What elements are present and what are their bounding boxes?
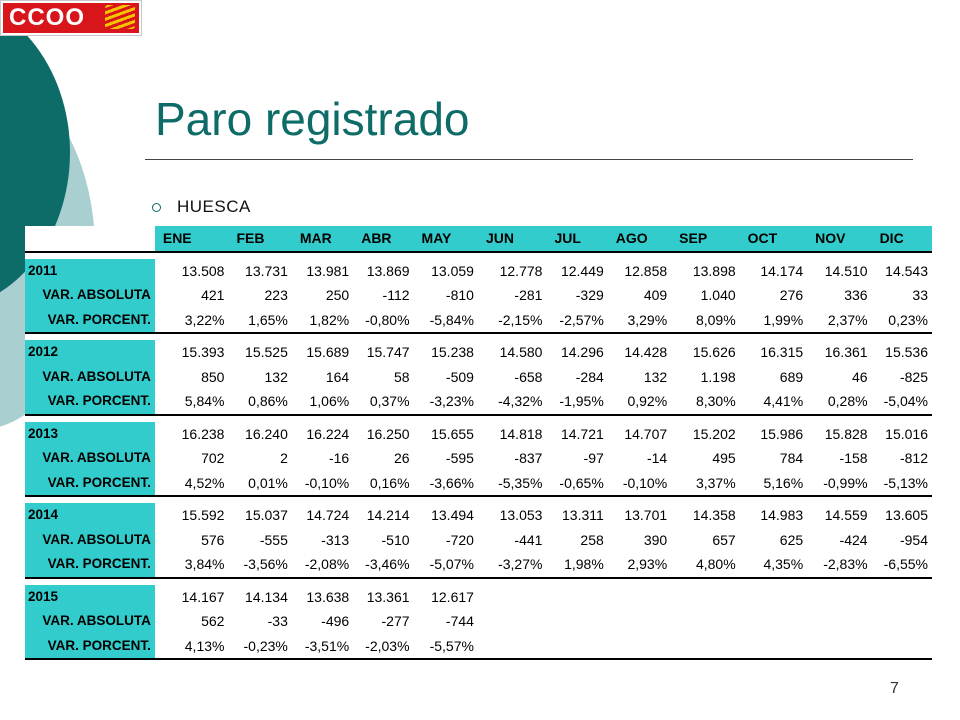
- table-cell: 13.059: [431, 262, 474, 279]
- table-cell: 33: [912, 287, 928, 304]
- row-label: VAR. ABSOLUTA: [25, 283, 155, 308]
- table-cell: -1,95%: [559, 393, 604, 410]
- table-cell: 13.605: [885, 507, 928, 524]
- table-cell: -2,03%: [365, 637, 410, 654]
- table-cell: 14.134: [245, 588, 288, 605]
- table-cell: 12.449: [560, 262, 604, 279]
- table-cell: 15.202: [692, 425, 736, 442]
- table-cell: 12.617: [431, 588, 474, 605]
- absolute-variation-row: [25, 609, 932, 634]
- table-cell: 4,80%: [695, 556, 736, 573]
- table-cell: 1,82%: [309, 311, 350, 328]
- table-cell: -5,35%: [498, 474, 543, 491]
- table-cell: 1,06%: [309, 393, 350, 410]
- table-cell: 5,84%: [184, 393, 225, 410]
- table-cell: -3,56%: [243, 556, 288, 573]
- table-cell: 15.689: [306, 344, 350, 361]
- table-cell: [608, 609, 671, 634]
- group-spacer-cell: [25, 333, 932, 340]
- table-cell: 14.296: [560, 344, 604, 361]
- year-label: 2012: [25, 340, 155, 365]
- table-cell: -424: [839, 531, 868, 548]
- table-cell: 1,99%: [763, 311, 804, 328]
- column-header-sep: SEP: [671, 226, 740, 252]
- table-cell: 15.592: [181, 507, 225, 524]
- bullet-item: [152, 197, 251, 217]
- table-cell: 16.250: [366, 425, 410, 442]
- table-cell: -5,04%: [883, 393, 928, 410]
- table-cell: [807, 634, 871, 660]
- table-cell: [546, 609, 607, 634]
- table-cell: 1,98%: [564, 556, 604, 573]
- group-spacer: [25, 252, 932, 259]
- group-spacer: [25, 578, 932, 585]
- absolute-variation-row: [25, 528, 932, 553]
- table-cell: [807, 585, 871, 610]
- table-cell: -3,27%: [498, 556, 543, 573]
- table-cell: -2,08%: [304, 556, 350, 573]
- year-row: [25, 585, 932, 610]
- table-cell: 689: [779, 368, 804, 385]
- table-cell: 13.981: [306, 262, 350, 279]
- table-cell: 657: [712, 531, 736, 548]
- table-cell: 14.174: [760, 262, 804, 279]
- group-spacer-cell: [25, 496, 932, 503]
- table-cell: -5,07%: [429, 556, 474, 573]
- table-cell: 3,22%: [184, 311, 225, 328]
- table-cell: -281: [514, 287, 543, 304]
- table-cell: -3,51%: [304, 637, 350, 654]
- percent-variation-row: [25, 389, 932, 415]
- percent-variation-row: [25, 634, 932, 660]
- table-cell: 258: [580, 531, 604, 548]
- table-cell: 4,35%: [763, 556, 804, 573]
- year-group-2014: [25, 496, 932, 578]
- table-cell: 276: [779, 287, 804, 304]
- year-group-2013: [25, 415, 932, 497]
- table-cell: 15.393: [181, 344, 225, 361]
- table-cell: -441: [514, 531, 543, 548]
- table-cell: 15.525: [245, 344, 288, 361]
- table-cell: 223: [264, 287, 288, 304]
- title-divider: [145, 159, 913, 160]
- table-cell: 13.869: [366, 262, 410, 279]
- table-cell: 13.311: [562, 507, 604, 524]
- table-cell: 4,41%: [763, 393, 804, 410]
- table-cell: -16: [328, 450, 350, 467]
- absolute-variation-row: [25, 446, 932, 471]
- percent-variation-row: [25, 471, 932, 497]
- table-cell: 12.778: [499, 262, 543, 279]
- table-cell: 4,13%: [184, 637, 225, 654]
- table-cell: [872, 609, 932, 634]
- table-cell: -0,10%: [622, 474, 668, 491]
- table-cell: -284: [575, 368, 604, 385]
- table-cell: [546, 634, 607, 660]
- table-cell: 13.898: [692, 262, 736, 279]
- table-cell: 14.983: [760, 507, 804, 524]
- table-cell: 784: [779, 450, 804, 467]
- table-cell: 16.315: [760, 344, 804, 361]
- table-cell: 2: [280, 450, 288, 467]
- table-cell: -5,57%: [429, 637, 474, 654]
- table-cell: 850: [201, 368, 225, 385]
- table-cell: 14.818: [499, 425, 543, 442]
- table-cell: 576: [201, 531, 225, 548]
- table-cell: -0,80%: [365, 311, 410, 328]
- table-cell: 13.494: [431, 507, 474, 524]
- table-cell: 58: [393, 368, 410, 385]
- table-cell: -0,23%: [243, 637, 288, 654]
- table-cell: -14: [646, 450, 668, 467]
- group-spacer: [25, 415, 932, 422]
- table-cell: 15.986: [760, 425, 804, 442]
- table-cell: 15.747: [366, 344, 410, 361]
- year-group-2015: [25, 578, 932, 660]
- table-cell: 0,37%: [369, 393, 410, 410]
- table-cell: [608, 585, 671, 610]
- table-cell: 702: [201, 450, 225, 467]
- table-cell: 12.858: [624, 262, 668, 279]
- absolute-variation-row: [25, 365, 932, 390]
- year-row: [25, 340, 932, 365]
- table-cell: [671, 609, 740, 634]
- year-label: 2014: [25, 503, 155, 528]
- table-cell: -6,55%: [883, 556, 928, 573]
- table-cell: 14.167: [181, 588, 225, 605]
- row-label: VAR. PORCENT.: [25, 308, 155, 334]
- table-cell: -277: [381, 613, 410, 630]
- table-cell: 8,30%: [695, 393, 736, 410]
- percent-variation-row: [25, 552, 932, 578]
- table-cell: 13.053: [499, 507, 543, 524]
- table-cell: 14.724: [306, 507, 350, 524]
- table-cell: -313: [321, 531, 350, 548]
- table-cell: 132: [643, 368, 668, 385]
- table-cell: [740, 609, 807, 634]
- table-cell: 13.361: [366, 588, 410, 605]
- year-label: 2013: [25, 422, 155, 447]
- column-header-dic: DIC: [872, 226, 932, 252]
- table-cell: 46: [851, 368, 868, 385]
- table-cell: -158: [839, 450, 868, 467]
- table-cell: 164: [325, 368, 350, 385]
- table-cell: -33: [267, 613, 288, 630]
- table-cell: -812: [899, 450, 928, 467]
- table-cell: -658: [514, 368, 543, 385]
- table-cell: 14.358: [692, 507, 736, 524]
- table-cell: 2,37%: [827, 311, 868, 328]
- column-header-abr: ABR: [353, 226, 413, 252]
- table-cell: 14.580: [499, 344, 543, 361]
- table-cell: -2,57%: [559, 311, 604, 328]
- table-cell: 14.707: [624, 425, 668, 442]
- table-cell: 14.510: [824, 262, 868, 279]
- percent-variation-row: [25, 308, 932, 334]
- table-cell: 409: [643, 287, 668, 304]
- table-cell: [740, 585, 807, 610]
- year-row: [25, 503, 932, 528]
- table-cell: 15.238: [431, 344, 474, 361]
- row-label: VAR. PORCENT.: [25, 552, 155, 578]
- table-cell: 4,52%: [184, 474, 225, 491]
- table-cell: -744: [445, 613, 474, 630]
- aragon-flag-icon: [105, 5, 135, 29]
- table-cell: -3,46%: [365, 556, 410, 573]
- year-label: 2015: [25, 585, 155, 610]
- table-cell: 1.198: [700, 368, 736, 385]
- table-cell: -329: [575, 287, 604, 304]
- row-label: VAR. PORCENT.: [25, 634, 155, 660]
- group-spacer-cell: [25, 415, 932, 422]
- year-row: [25, 422, 932, 447]
- table-cell: 421: [201, 287, 225, 304]
- table-cell: -0,10%: [304, 474, 350, 491]
- table-cell: [478, 585, 547, 610]
- table-cell: 13.638: [306, 588, 350, 605]
- table-cell: -3,23%: [429, 393, 474, 410]
- row-label: VAR. ABSOLUTA: [25, 609, 155, 634]
- table-cell: [608, 634, 671, 660]
- row-label: VAR. ABSOLUTA: [25, 365, 155, 390]
- column-header-nov: NOV: [807, 226, 871, 252]
- table-cell: 5,16%: [763, 474, 804, 491]
- group-spacer: [25, 496, 932, 503]
- header-row: [25, 226, 932, 252]
- table-cell: -97: [583, 450, 604, 467]
- table-cell: 14.721: [560, 425, 604, 442]
- year-label: 2011: [25, 259, 155, 284]
- group-spacer-cell: [25, 578, 932, 585]
- table-cell: [671, 634, 740, 660]
- year-group-2011: [25, 252, 932, 334]
- table-cell: [807, 609, 871, 634]
- table-cell: [478, 609, 547, 634]
- table-cell: 16.240: [245, 425, 288, 442]
- table-cell: 390: [643, 531, 668, 548]
- table-cell: -555: [259, 531, 288, 548]
- column-header-jul: JUL: [546, 226, 607, 252]
- table-cell: 13.508: [181, 262, 225, 279]
- table-cell: 14.559: [824, 507, 868, 524]
- table-cell: -496: [321, 613, 350, 630]
- column-header-jun: JUN: [478, 226, 547, 252]
- table-cell: 336: [844, 287, 868, 304]
- table-cell: 15.037: [245, 507, 288, 524]
- table-cell: 15.016: [885, 425, 928, 442]
- table-cell: 14.543: [885, 262, 928, 279]
- table-cell: 625: [779, 531, 804, 548]
- column-header-may: MAY: [414, 226, 478, 252]
- table-cell: 0,28%: [827, 393, 868, 410]
- table-cell: 0,86%: [248, 393, 288, 410]
- unemployment-table: [25, 226, 932, 660]
- column-header-ago: AGO: [608, 226, 671, 252]
- table-cell: 250: [325, 287, 350, 304]
- table-cell: 562: [201, 613, 225, 630]
- group-spacer: [25, 333, 932, 340]
- ccoo-logo: [0, 0, 142, 36]
- table-cell: 15.828: [824, 425, 868, 442]
- column-header-mar: MAR: [292, 226, 353, 252]
- table-cell: 15.655: [431, 425, 474, 442]
- table-cell: -3,66%: [429, 474, 474, 491]
- hollow-circle-bullet-icon: [152, 203, 161, 212]
- table-cell: 132: [264, 368, 288, 385]
- column-header-oct: OCT: [740, 226, 807, 252]
- year-group-2012: [25, 333, 932, 415]
- column-header-feb: FEB: [228, 226, 291, 252]
- table-cell: 26: [393, 450, 410, 467]
- table-cell: -2,83%: [823, 556, 868, 573]
- table-cell: -112: [382, 287, 410, 304]
- table-cell: 13.701: [624, 507, 668, 524]
- table-cell: 8,09%: [695, 311, 736, 328]
- table-cell: -595: [445, 450, 474, 467]
- row-label: VAR. PORCENT.: [25, 389, 155, 415]
- table-cell: 16.361: [824, 344, 868, 361]
- absolute-variation-row: [25, 283, 932, 308]
- row-label: VAR. ABSOLUTA: [25, 528, 155, 553]
- page-number: 7: [890, 680, 899, 697]
- table-cell: [671, 585, 740, 610]
- logo-text: CCOO: [9, 4, 85, 31]
- table-cell: 1,65%: [248, 311, 288, 328]
- table-cell: 3,29%: [627, 311, 668, 328]
- table-cell: 3,37%: [695, 474, 736, 491]
- row-label: VAR. PORCENT.: [25, 471, 155, 497]
- table-cell: -5,84%: [429, 311, 474, 328]
- table-cell: 0,16%: [369, 474, 410, 491]
- table-cell: -837: [514, 450, 543, 467]
- table-cell: -810: [445, 287, 474, 304]
- table-cell: 15.626: [692, 344, 736, 361]
- table-cell: [872, 585, 932, 610]
- table-cell: -0,99%: [823, 474, 868, 491]
- table-cell: 1.040: [700, 287, 736, 304]
- page-title: Paro registrado: [155, 93, 470, 145]
- column-header-ene: ENE: [155, 226, 229, 252]
- table-cell: -0,65%: [559, 474, 604, 491]
- table-cell: -825: [899, 368, 928, 385]
- row-label: VAR. ABSOLUTA: [25, 446, 155, 471]
- table-cell: -720: [445, 531, 474, 548]
- table-cell: 16.224: [306, 425, 350, 442]
- table-cell: 0,01%: [248, 474, 288, 491]
- year-row: [25, 259, 932, 284]
- table-cell: -510: [381, 531, 410, 548]
- table-cell: 0,92%: [627, 393, 668, 410]
- table-cell: [478, 634, 547, 660]
- group-spacer-cell: [25, 252, 932, 259]
- table-cell: 13.731: [245, 262, 288, 279]
- table-cell: -2,15%: [498, 311, 543, 328]
- header-corner: [25, 226, 155, 252]
- table-cell: 14.428: [624, 344, 668, 361]
- table-cell: 15.536: [885, 344, 928, 361]
- table-cell: -4,32%: [498, 393, 543, 410]
- table-cell: 3,84%: [184, 556, 225, 573]
- table-cell: 2,93%: [627, 556, 668, 573]
- table-cell: [740, 634, 807, 660]
- table-cell: -509: [445, 368, 474, 385]
- table-cell: 495: [712, 450, 736, 467]
- table-cell: [546, 585, 607, 610]
- table-cell: -954: [899, 531, 928, 548]
- table-cell: [872, 634, 932, 660]
- table-cell: 0,23%: [888, 311, 928, 328]
- table-cell: -5,13%: [883, 474, 928, 491]
- bullet-text: HUESCA: [177, 197, 251, 216]
- table-cell: 16.238: [181, 425, 225, 442]
- table-cell: 14.214: [366, 507, 410, 524]
